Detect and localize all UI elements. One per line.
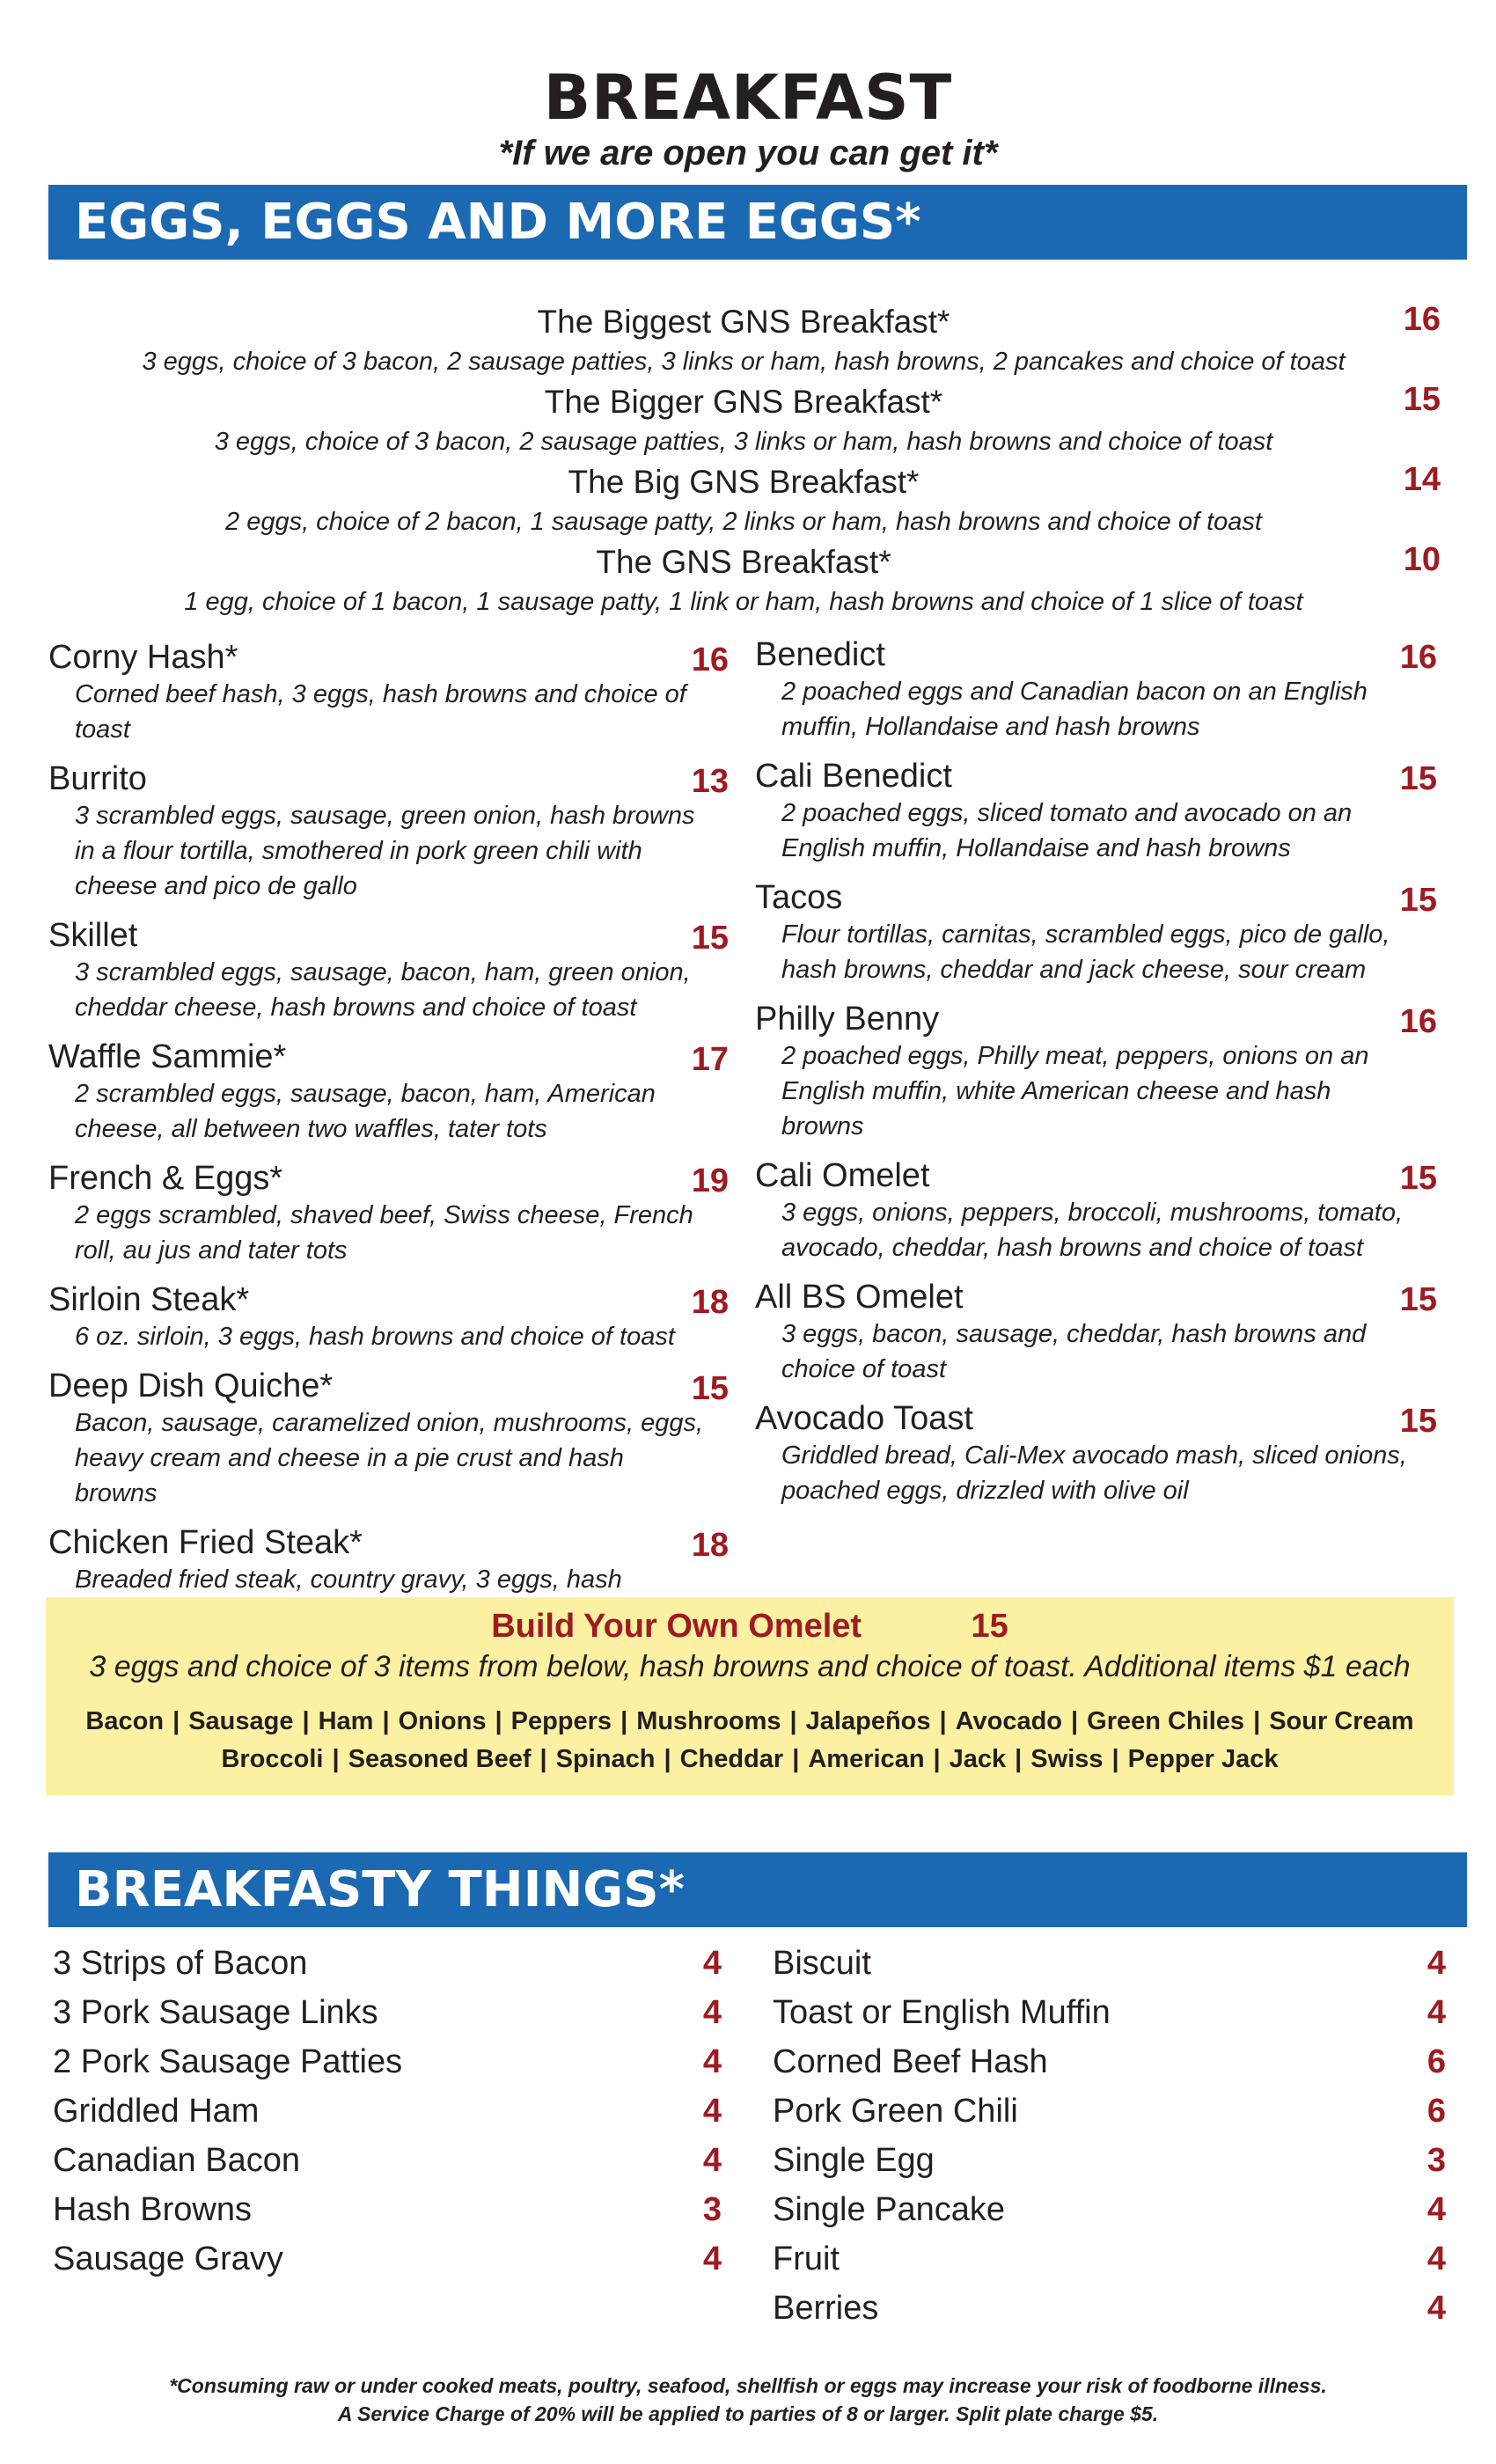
side-item-name: 3 Strips of Bacon — [53, 1945, 308, 1982]
menu-item — [755, 1000, 1437, 1144]
menu-item-name: Cali Benedict — [755, 758, 952, 795]
omelet-option: Sausage — [188, 1707, 294, 1735]
option-separator: | — [382, 1707, 390, 1735]
menu-item — [48, 1367, 729, 1511]
menu-item-description: 3 scrambled eggs, sausage, green onion, hash browns in a flour tortilla, smothered in pork green chili with cheese and pico de gallo — [75, 802, 695, 900]
omelet-option: Mushrooms — [636, 1707, 781, 1735]
side-item-price: 4 — [702, 1994, 722, 2031]
featured-item-name: The Big GNS Breakfast* — [568, 464, 920, 500]
featured-item-name: The Bigger GNS Breakfast* — [544, 384, 943, 420]
page-subtitle: *If we are open you can get it* — [498, 134, 998, 172]
menu-item-price: 15 — [691, 920, 729, 957]
menu-item — [48, 638, 729, 747]
menu-item-name: All BS Omelet — [755, 1279, 964, 1316]
side-item-price: 3 — [702, 2191, 722, 2228]
omelet-option: Green Chiles — [1087, 1707, 1245, 1735]
menu-item — [48, 916, 729, 1025]
things-section-banner: BREAKFASTY THINGS* — [48, 1852, 1467, 1927]
menu-item-price: 13 — [691, 763, 729, 800]
page-title: BREAKFAST — [543, 62, 953, 134]
side-item — [53, 2140, 722, 2189]
side-item-price: 6 — [1426, 2043, 1446, 2080]
side-item-name: Biscuit — [773, 1945, 871, 1982]
featured-item-price: 10 — [1403, 541, 1441, 578]
omelet-option: Pepper Jack — [1127, 1745, 1279, 1773]
featured-item-price: 14 — [1403, 461, 1441, 498]
side-item-price: 4 — [702, 2142, 722, 2179]
menu-item-description: 2 poached eggs, sliced tomato and avocado on an English muffin, Hollandaise and hash browns — [781, 799, 1353, 862]
option-separator: | — [792, 1745, 800, 1773]
menu-item — [48, 1038, 729, 1147]
omelet-option: Spinach — [555, 1745, 656, 1773]
side-item-name: Single Pancake — [773, 2191, 1006, 2228]
option-separator: | — [1111, 1745, 1119, 1773]
side-item — [773, 2091, 1446, 2140]
menu-item-name: Chicken Fried Steak* — [48, 1524, 363, 1561]
menu-item-name: Benedict — [755, 636, 885, 673]
menu-item — [755, 1278, 1437, 1387]
omelet-option: Bacon — [85, 1707, 165, 1735]
menu-item-description: 6 oz. sirloin, 3 eggs, hash browns and choice of toast — [75, 1323, 675, 1351]
menu-item — [48, 1159, 729, 1268]
side-item-name: 3 Pork Sausage Links — [53, 1994, 378, 2031]
menu-item — [48, 1280, 729, 1354]
things-left-column — [53, 1943, 722, 2288]
featured-item-name: The Biggest GNS Breakfast* — [537, 304, 950, 340]
featured-item-price: 16 — [1403, 301, 1441, 338]
omelet-header — [46, 1608, 1454, 1646]
footer-line-1: *Consuming raw or under cooked meats, poultry, seafood, shellfish or eggs may increase your risk of foodborne illness. — [169, 2374, 1327, 2397]
menu-item — [755, 878, 1437, 987]
menu-item-name: Burrito — [48, 760, 147, 797]
menu-item-price: 16 — [691, 642, 729, 678]
menu-item-price: 15 — [1399, 1281, 1437, 1318]
option-separator: | — [620, 1707, 628, 1735]
side-item-name: Toast or English Muffin — [773, 1994, 1111, 2031]
menu-item-price: 15 — [1399, 882, 1437, 919]
footer-line-2: A Service Charge of 20% will be applied to parties of 8 or larger. Split plate charge $5. — [337, 2402, 1159, 2425]
featured-item — [48, 461, 1467, 544]
menu-item — [755, 635, 1437, 744]
side-item-name: 2 Pork Sausage Patties — [53, 2043, 403, 2080]
side-item-price: 4 — [1426, 1994, 1446, 2031]
featured-item-description: 3 eggs, choice of 3 bacon, 2 sausage patties, 3 links or ham, hash browns, 2 pancakes and choice of toast — [142, 348, 1346, 376]
omelet-price: 15 — [971, 1608, 1008, 1645]
omelet-description: 3 eggs and choice of 3 items from below, hash browns and choice of toast. Additional items $1 each — [89, 1650, 1411, 1683]
menu-item-name: Cali Omelet — [755, 1157, 930, 1194]
side-item-price: 4 — [702, 2240, 722, 2277]
option-separator: | — [664, 1745, 671, 1773]
side-item-name: Hash Browns — [53, 2191, 252, 2228]
side-item — [773, 1943, 1446, 1992]
menu-item — [755, 757, 1437, 866]
side-item-price: 4 — [702, 2093, 722, 2130]
side-item-name: Griddled Ham — [53, 2093, 260, 2130]
featured-item — [48, 381, 1467, 464]
side-item-name: Berries — [773, 2290, 879, 2327]
menu-item-description: Bacon, sausage, caramelized onion, mushrooms, eggs, heavy cream and cheese in a pie crust and hash browns — [75, 1409, 704, 1507]
side-item — [53, 1943, 722, 1992]
side-item — [773, 2239, 1446, 2288]
side-item-name: Single Egg — [773, 2142, 935, 2179]
featured-item-price: 15 — [1403, 381, 1441, 418]
omelet-option: Sour Cream — [1269, 1707, 1414, 1735]
featured-item — [48, 541, 1467, 624]
side-item-price: 4 — [702, 1945, 722, 1982]
footer-disclaimer — [0, 2372, 1496, 2428]
featured-item-description: 1 egg, choice of 1 bacon, 1 sausage patty, 1 link or ham, hash browns and choice of 1 slice of toast — [184, 588, 1303, 616]
option-separator: | — [939, 1707, 947, 1735]
menu-item-name: Sirloin Steak* — [48, 1281, 250, 1318]
omelet-option: Onions — [398, 1707, 487, 1735]
side-item — [773, 2042, 1446, 2091]
menu-item-name: Deep Dish Quiche* — [48, 1368, 334, 1404]
menu-item-price: 15 — [1399, 1160, 1437, 1197]
menu-item-price: 15 — [1399, 1403, 1437, 1440]
eggs-section-banner: EGGS, EGGS AND MORE EGGS* — [48, 185, 1467, 260]
side-item-price: 4 — [1426, 2240, 1446, 2277]
menu-item-price: 15 — [691, 1370, 729, 1407]
eggs-right-column — [755, 635, 1437, 1521]
side-item-name: Corned Beef Hash — [773, 2043, 1048, 2080]
menu-item-price: 16 — [1399, 1003, 1437, 1040]
omelet-option: Avocado — [955, 1707, 1063, 1735]
side-item-name: Fruit — [773, 2240, 840, 2277]
menu-item-description: Griddled bread, Cali-Mex avocado mash, sliced onions, poached eggs, drizzled with olive oil — [781, 1441, 1407, 1505]
menu-item-description: Corned beef hash, 3 eggs, hash browns and choice of toast — [75, 680, 686, 744]
menu-item-description: 3 eggs, bacon, sausage, cheddar, hash browns and choice of toast — [781, 1320, 1367, 1383]
menu-item-name: Philly Benny — [755, 1001, 940, 1038]
side-item — [773, 1992, 1446, 2042]
option-separator: | — [302, 1707, 310, 1735]
side-item — [773, 2140, 1446, 2189]
omelet-option: Cheddar — [679, 1745, 784, 1773]
side-item — [773, 2189, 1446, 2239]
omelet-option: Jalapeños — [805, 1707, 931, 1735]
option-separator: | — [1071, 1707, 1079, 1735]
side-item — [53, 2042, 722, 2091]
menu-item-price: 15 — [1399, 760, 1437, 797]
build-omelet-box — [46, 1597, 1454, 1795]
omelet-option: Jack — [949, 1745, 1007, 1773]
side-item-name: Pork Green Chili — [773, 2093, 1018, 2130]
side-item-price: 4 — [702, 2043, 722, 2080]
omelet-option: Seasoned Beef — [348, 1745, 532, 1773]
menu-item-name: Tacos — [755, 879, 843, 916]
omelet-name: Build Your Own Omelet — [491, 1608, 862, 1645]
menu-item-price: 18 — [691, 1527, 729, 1564]
menu-item — [755, 1156, 1437, 1265]
side-item — [53, 2091, 722, 2140]
menu-item — [755, 1399, 1437, 1508]
side-item-price: 4 — [1426, 1945, 1446, 1982]
menu-item — [48, 759, 729, 904]
menu-item-price: 18 — [691, 1284, 729, 1321]
menu-item-name: Avocado Toast — [755, 1400, 973, 1437]
menu-item-description: Flour tortillas, carnitas, scrambled eggs, pico de gallo, hash browns, cheddar and jack cheese, sour cream — [781, 920, 1390, 984]
option-separator: | — [495, 1707, 502, 1735]
option-separator: | — [539, 1745, 547, 1773]
side-item — [53, 1992, 722, 2042]
side-item-name: Canadian Bacon — [53, 2142, 300, 2179]
omelet-option: Broccoli — [221, 1745, 324, 1773]
menu-item-price: 17 — [691, 1041, 729, 1078]
menu-item-description: 3 scrambled eggs, sausage, bacon, ham, green onion, cheddar cheese, hash browns and choice of toast — [75, 958, 691, 1022]
side-item — [53, 2189, 722, 2239]
menu-item-description: 3 eggs, onions, peppers, broccoli, mushrooms, tomato, avocado, cheddar, hash browns and choice of toast — [781, 1199, 1404, 1262]
omelet-options-row-2 — [46, 1745, 1454, 1774]
featured-item-description: 2 eggs, choice of 2 bacon, 1 sausage patty, 2 links or ham, hash browns and choice of toast — [225, 508, 1262, 536]
menu-item-name: Skillet — [48, 917, 138, 954]
menu-item-description: 2 poached eggs, Philly meat, peppers, onions on an English muffin, white American cheese and hash browns — [781, 1042, 1369, 1140]
side-item-price: 4 — [1426, 2290, 1446, 2327]
side-item-name: Sausage Gravy — [53, 2240, 283, 2277]
side-item — [773, 2288, 1446, 2337]
omelet-option: Peppers — [510, 1707, 612, 1735]
featured-item — [48, 301, 1467, 384]
side-item-price: 4 — [1426, 2191, 1446, 2228]
menu-item-name: Corny Hash* — [48, 639, 238, 676]
featured-item-name: The GNS Breakfast* — [596, 544, 891, 580]
omelet-options-row-1 — [46, 1707, 1454, 1736]
menu-item-price: 19 — [691, 1162, 729, 1199]
side-item — [53, 2239, 722, 2288]
side-item-price: 6 — [1426, 2093, 1446, 2130]
things-right-column — [773, 1943, 1446, 2337]
menu-item-name: French & Eggs* — [48, 1160, 283, 1197]
omelet-option: Swiss — [1030, 1745, 1104, 1773]
menu-item-name: Waffle Sammie* — [48, 1038, 287, 1075]
option-separator: | — [332, 1745, 340, 1773]
featured-item-description: 3 eggs, choice of 3 bacon, 2 sausage patties, 3 links or ham, hash browns and choice of toast — [214, 428, 1273, 456]
menu-item-price: 16 — [1399, 639, 1437, 676]
omelet-option: Ham — [318, 1707, 374, 1735]
option-separator: | — [1015, 1745, 1023, 1773]
menu-item-description: Breaded fried steak, country gravy, 3 eggs, hash — [75, 1566, 622, 1594]
menu-item-description: 2 eggs scrambled, shaved beef, Swiss cheese, French roll, au jus and tater tots — [75, 1201, 693, 1265]
omelet-option: American — [808, 1745, 925, 1773]
option-separator: | — [933, 1745, 941, 1773]
menu-item-description: 2 scrambled eggs, sausage, bacon, ham, American cheese, all between two waffles, tater tots — [75, 1080, 656, 1143]
featured-list — [48, 301, 1467, 624]
option-separator: | — [1253, 1707, 1261, 1735]
side-item-price: 3 — [1426, 2142, 1446, 2179]
option-separator: | — [789, 1707, 797, 1735]
option-separator: | — [172, 1707, 180, 1735]
eggs-left-column — [48, 638, 729, 1645]
menu-item-description: 2 poached eggs and Canadian bacon on an English muffin, Hollandaise and hash browns — [781, 678, 1368, 741]
